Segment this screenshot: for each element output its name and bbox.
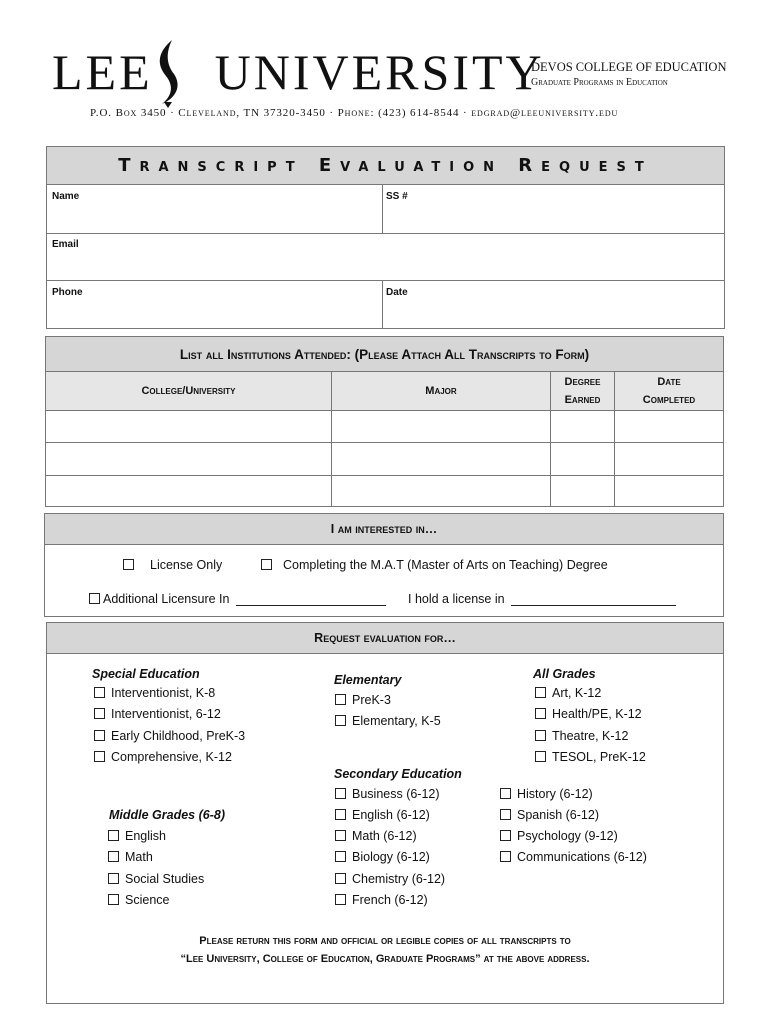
secondary-item[interactable]: Psychology (9-12) [500, 829, 618, 843]
secondary-item[interactable]: Chemistry (6-12) [335, 872, 445, 886]
mat-label: Completing the M.A.T (Master of Arts on Teaching) Degree [283, 558, 608, 572]
checkbox-icon[interactable] [89, 593, 100, 604]
license-only-label: License Only [150, 558, 223, 572]
flame-logo-icon [146, 38, 190, 110]
special-education-heading: Special Education [92, 667, 200, 681]
additional-licensure-input[interactable] [236, 593, 386, 606]
checkbox-icon[interactable] [335, 851, 346, 862]
checkbox-icon[interactable] [108, 873, 119, 884]
hold-license-option [408, 592, 676, 606]
all-grades-item[interactable]: Art, K-12 [535, 686, 601, 700]
secondary-item[interactable]: Math (6-12) [335, 829, 417, 843]
checkbox-icon[interactable] [500, 830, 511, 841]
col-degree-header-line1: Degree [564, 376, 601, 388]
contact-address: P.O. Box 3450 · Cleveland, TN 37320-3450 · Phone: (423) 614-8544 · edgrad@leeuniversity.edu [90, 107, 619, 119]
form-title: Transcript Evaluation Request [47, 147, 724, 185]
date-field-label: Date [386, 287, 408, 298]
hold-license-label: I hold a license in [408, 592, 505, 606]
checkbox-icon[interactable] [500, 851, 511, 862]
secondary-item[interactable]: Communications (6-12) [500, 850, 647, 864]
logo-word-university: UNIVERSITY [214, 44, 545, 100]
secondary-item[interactable]: English (6-12) [335, 808, 430, 822]
secondary-item[interactable]: Business (6-12) [335, 787, 440, 801]
checkbox-icon[interactable] [500, 809, 511, 820]
checkbox-icon[interactable] [123, 559, 134, 570]
middle-grades-heading: Middle Grades (6-8) [109, 808, 225, 822]
hold-license-input[interactable] [511, 593, 676, 606]
university-logo-text [52, 42, 545, 102]
col-date-header [615, 372, 723, 410]
additional-licensure-label: Additional Licensure In [103, 592, 230, 606]
checkbox-icon[interactable] [500, 788, 511, 799]
name-field[interactable] [52, 205, 377, 229]
secondary-item[interactable]: Spanish (6-12) [500, 808, 599, 822]
checkbox-icon[interactable] [335, 873, 346, 884]
checkbox-icon[interactable] [335, 694, 346, 705]
checkbox-icon[interactable] [335, 830, 346, 841]
col-major-header: Major [332, 372, 550, 410]
special-ed-item[interactable]: Interventionist, K-8 [94, 686, 215, 700]
graduate-programs-label: Graduate Programs in Education [531, 77, 668, 88]
elementary-heading: Elementary [334, 673, 402, 687]
ssn-field[interactable] [386, 205, 721, 229]
checkbox-icon[interactable] [335, 809, 346, 820]
applicant-info-box [46, 146, 725, 329]
checkbox-icon[interactable] [335, 894, 346, 905]
checkbox-icon[interactable] [108, 894, 119, 905]
checkbox-icon[interactable] [261, 559, 272, 570]
date-field[interactable] [386, 301, 721, 325]
elementary-item[interactable]: PreK-3 [335, 693, 391, 707]
phone-field-label: Phone [52, 287, 83, 298]
col-college-header: College/University [46, 372, 331, 410]
email-field[interactable] [52, 253, 720, 277]
all-grades-item[interactable]: Health/PE, K-12 [535, 707, 642, 721]
secondary-item[interactable]: French (6-12) [335, 893, 428, 907]
middle-grades-item[interactable]: Math [108, 850, 153, 864]
col-date-header-line2: Completed [642, 394, 696, 406]
middle-grades-item[interactable]: English [108, 829, 166, 843]
special-ed-item[interactable]: Early Childhood, PreK-3 [94, 729, 245, 743]
institution-row[interactable] [46, 411, 723, 442]
checkbox-icon[interactable] [535, 708, 546, 719]
checkbox-icon[interactable] [535, 751, 546, 762]
middle-grades-item[interactable]: Science [108, 893, 169, 907]
secondary-item[interactable]: History (6-12) [500, 787, 593, 801]
institution-row[interactable] [46, 476, 723, 506]
return-instructions-line1: Please return this form and official or legible copies of all transcripts to [199, 935, 571, 947]
checkbox-icon[interactable] [94, 708, 105, 719]
phone-field[interactable] [52, 301, 377, 325]
checkbox-icon[interactable] [335, 715, 346, 726]
institution-row[interactable] [46, 443, 723, 475]
email-field-label: Email [52, 239, 79, 250]
col-degree-header-line2: Earned [564, 394, 601, 406]
checkbox-icon[interactable] [335, 788, 346, 799]
checkbox-icon[interactable] [108, 851, 119, 862]
col-date-header-line1: Date [657, 376, 681, 388]
ssn-field-label: SS # [386, 191, 408, 202]
evaluation-box [46, 622, 724, 1004]
all-grades-item[interactable]: TESOL, PreK-12 [535, 750, 646, 764]
special-ed-item[interactable]: Comprehensive, K-12 [94, 750, 232, 764]
additional-licensure-option[interactable] [89, 592, 386, 606]
name-field-label: Name [52, 191, 80, 202]
special-ed-item[interactable]: Interventionist, 6-12 [94, 707, 221, 721]
college-name: DEVOS COLLEGE OF EDUCATION [531, 60, 727, 74]
interest-heading: I am interested in… [45, 514, 723, 545]
evaluation-heading: Request evaluation for… [47, 623, 723, 654]
mat-option[interactable] [261, 558, 608, 572]
checkbox-icon[interactable] [94, 730, 105, 741]
checkbox-icon[interactable] [535, 730, 546, 741]
return-instructions-line2: “Lee University, College of Education, Graduate Programs” at the above address. [180, 953, 590, 965]
col-degree-header [551, 372, 614, 410]
checkbox-icon[interactable] [94, 687, 105, 698]
interest-box [44, 513, 724, 617]
all-grades-heading: All Grades [533, 667, 596, 681]
logo-word-lee: LEE [52, 44, 153, 100]
middle-grades-item[interactable]: Social Studies [108, 872, 204, 886]
institutions-heading: List all Institutions Attended: (Please Attach All Transcripts to Form) [46, 337, 723, 372]
secondary-item[interactable]: Biology (6-12) [335, 850, 430, 864]
checkbox-icon[interactable] [108, 830, 119, 841]
secondary-education-heading: Secondary Education [334, 767, 462, 781]
checkbox-icon[interactable] [535, 687, 546, 698]
all-grades-item[interactable]: Theatre, K-12 [535, 729, 628, 743]
checkbox-icon[interactable] [94, 751, 105, 762]
license-only-option[interactable] [123, 558, 222, 572]
institutions-box [45, 336, 724, 507]
elementary-item[interactable]: Elementary, K-5 [335, 714, 441, 728]
